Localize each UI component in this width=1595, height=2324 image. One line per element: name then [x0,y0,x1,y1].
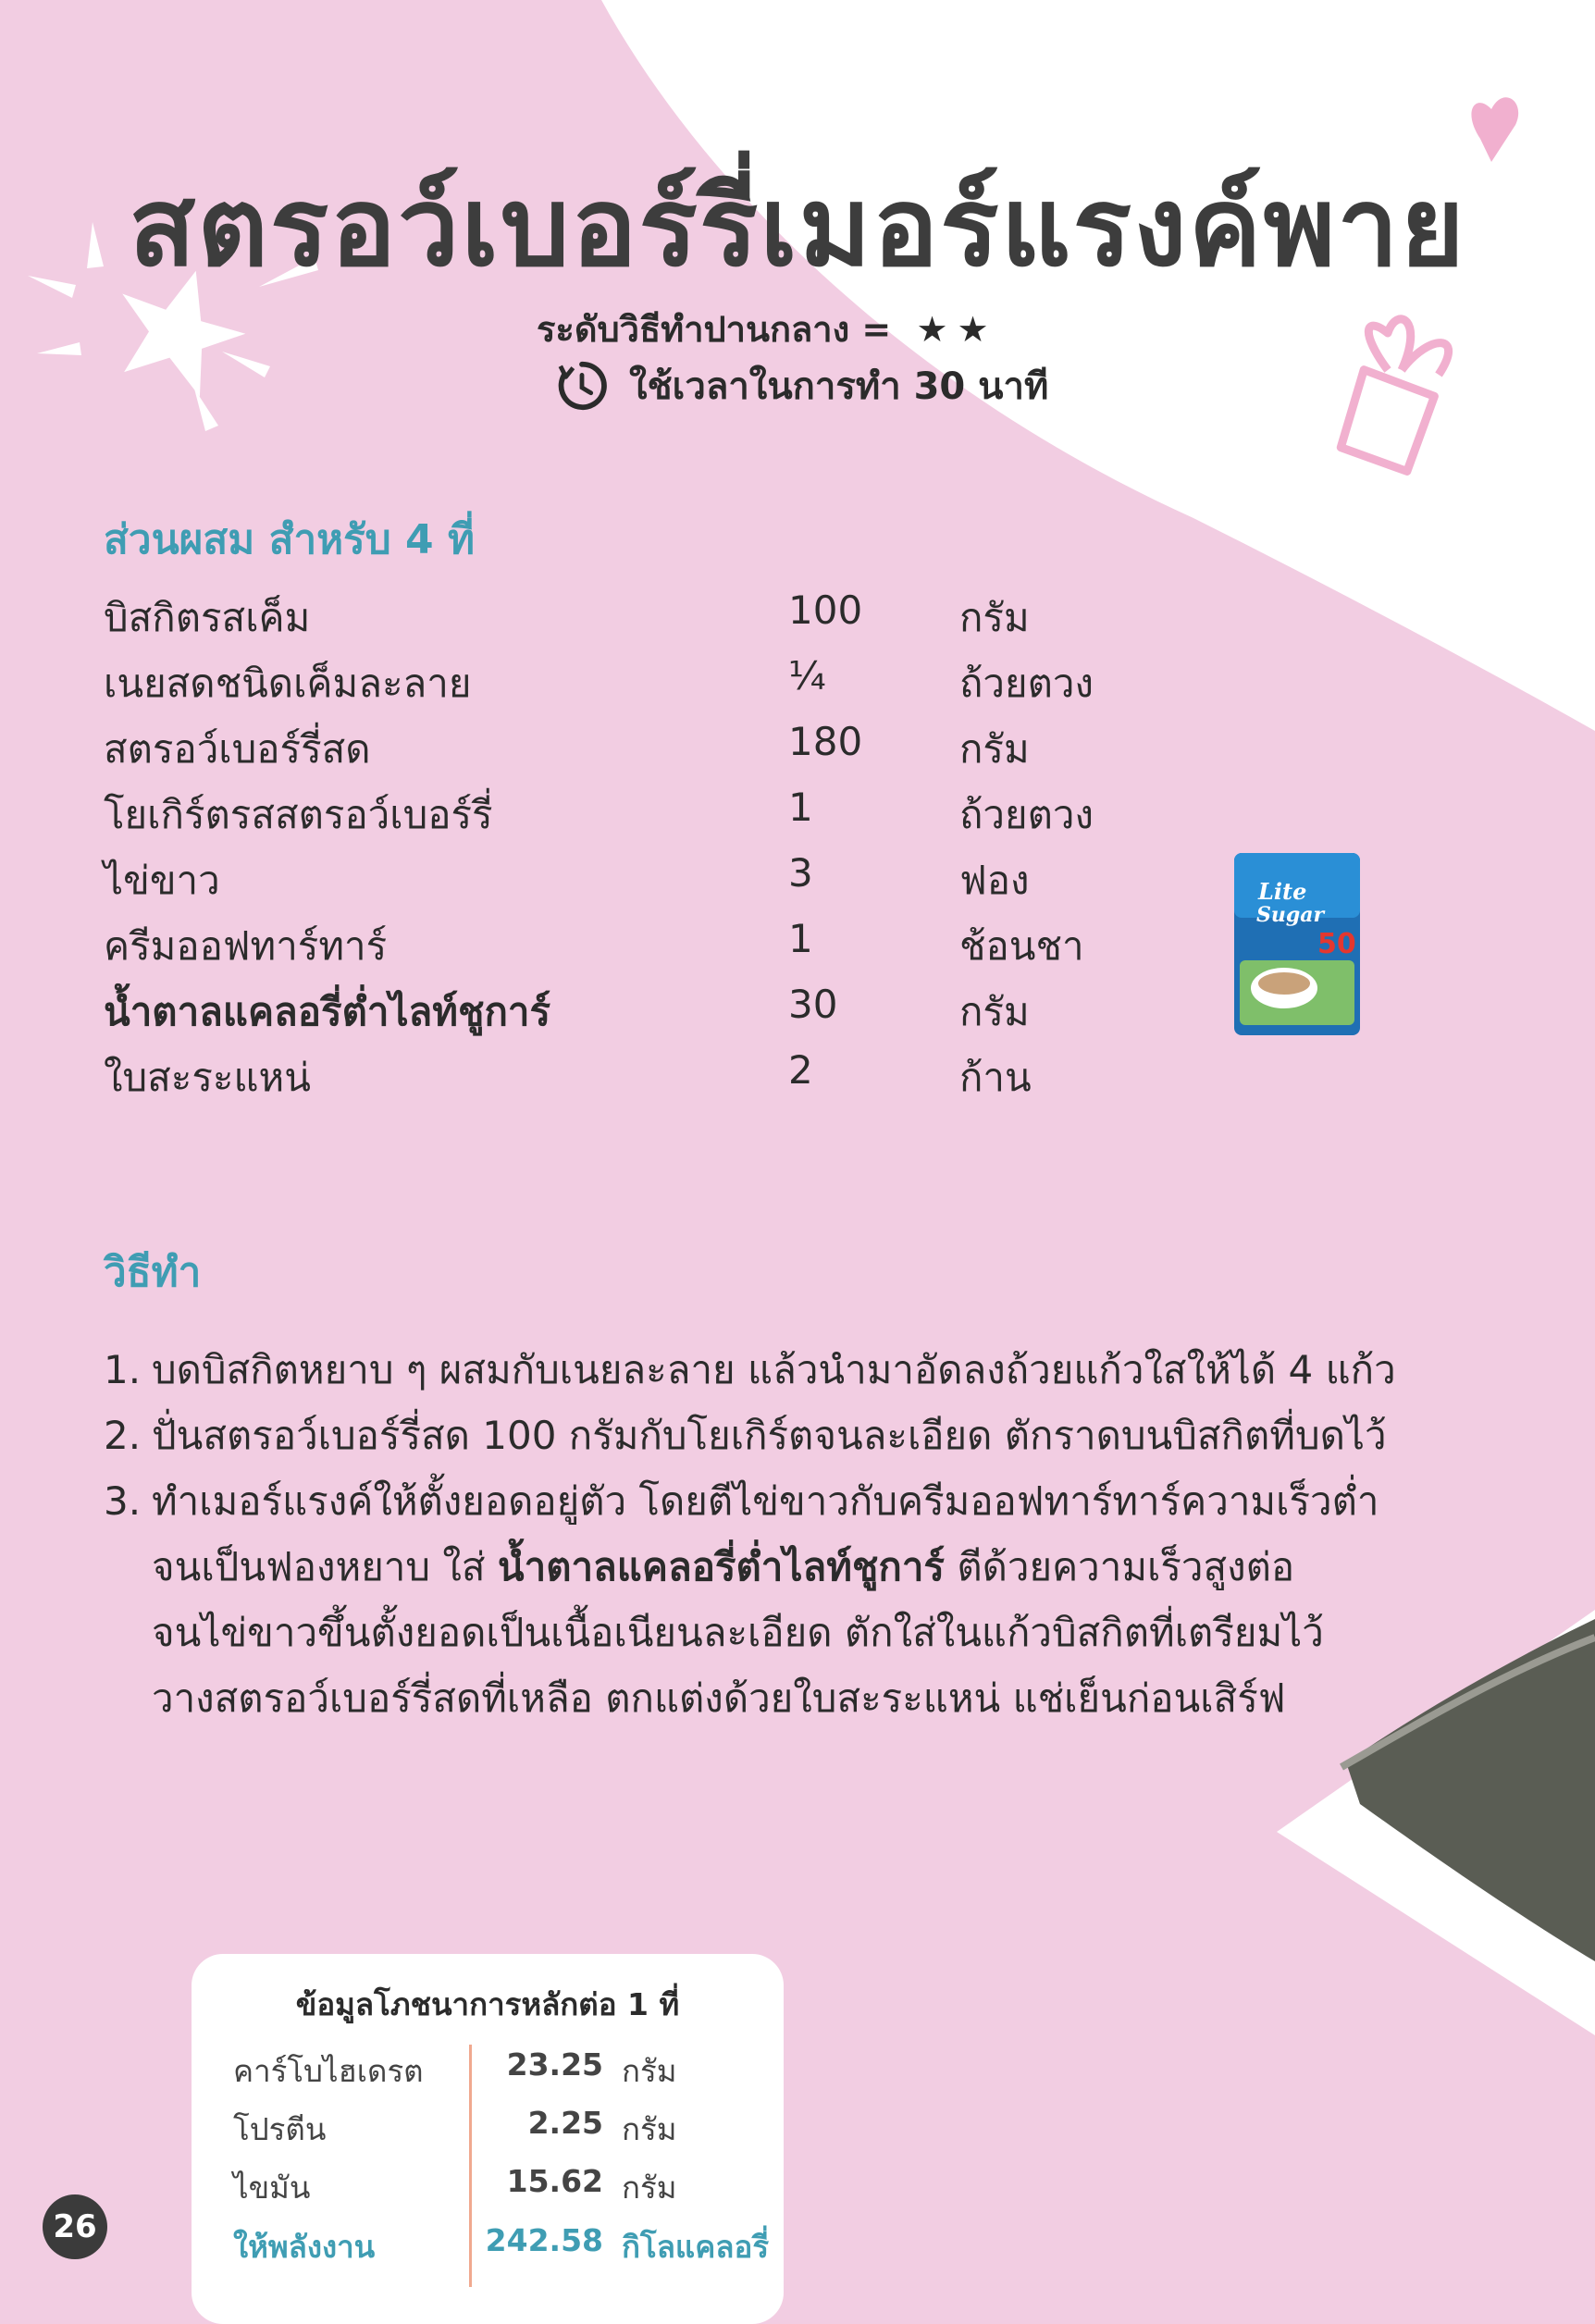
ingredients-heading: ส่วนผสม สำหรับ 4 ที่ [104,516,475,563]
nutrition-value: 2.25 [527,2105,603,2141]
ingredient-name: ครีมออฟทาร์ทาร์ [104,923,388,969]
nutrition-unit: กิโลแคลอรี่ [622,2229,770,2265]
step-text-bold: น้ำตาลแคลอรี่ต่ำไลท์ชูการ์ [497,1544,945,1589]
ingredient-qty: 3 [788,850,813,896]
ingredient-name: โยเกิร์ตรสสตรอว์เบอร์รี่ [104,792,493,837]
nutrition-unit: กรัม [622,2111,677,2147]
ingredient-unit: ก้าน [959,1055,1032,1100]
ingredient-qty: 2 [788,1047,813,1093]
nutrition-row [233,2163,770,2209]
step-text-line: จนไข่ขาวขึ้นตั้งยอดเป็นเนื้อเนียนละเอียด ตักใส่ในแก้วบิสกิตที่เตรียมไว้ [152,1610,1324,1655]
nutrition-row [233,2046,770,2093]
nutrition-row-energy [233,2222,770,2268]
ingredient-unit: ฟอง [959,858,1030,903]
ingredient-qty: 1 [788,916,813,961]
nutrition-title: ข้อมูลโภชนาการหลักต่อ 1 ที่ [295,1986,680,2022]
difficulty-label: ระดับวิธีทำปานกลาง = [537,309,892,350]
nutrition-label: ไขมัน [233,2169,311,2206]
method-step [104,1337,1396,1403]
nutrition-value: 242.58 [485,2222,603,2258]
step-text: ปั่นสตรอว์เบอร์รี่สด 100 กรัมกับโยเกิร์ตจนละเอียด ตักราดบนบิสกิตที่บดไว้ [152,1413,1387,1458]
ingredient-unit: กรัม [959,595,1030,640]
method-step [104,1468,1396,1731]
step-text-segment: จนเป็นฟองหยาบ ใส่ [152,1544,498,1589]
method-step [104,1403,1396,1468]
ingredient-unit: ช้อนชา [959,923,1084,969]
ingredient-name: น้ำตาลแคลอรี่ต่ำไลท์ชูการ์ [104,989,551,1034]
nutrition-value: 23.25 [506,2046,603,2083]
ingredient-unit: ถ้วยตวง [959,792,1094,837]
product-brand-line2: Sugar [1256,903,1325,927]
nutrition-card [192,1954,784,2324]
difficulty-stars: ★★ [916,309,998,350]
nutrition-value: 15.62 [506,2163,603,2199]
lite-sugar-product-image [1229,849,1366,1039]
nutrition-label: คาร์โบไฮเดรต [233,2053,424,2089]
ingredient-qty: ¼ [788,653,826,698]
step-text-segment: ตีด้วยความเร็วสูงต่อ [944,1544,1295,1589]
clock-icon [555,359,609,413]
step-text-line: ทำเมอร์แรงค์ให้ตั้งยอดอยู่ตัว โดยตีไข่ขาวกับครีมออฟทาร์ทาร์ความเร็วต่ำ [152,1478,1379,1524]
step-text: บดบิสกิตหยาบ ๆ ผสมกับเนยละลาย แล้วนำมาอัดลงถ้วยแก้วใสให้ได้ 4 แก้ว [152,1347,1396,1392]
product-badge: 50 [1317,928,1356,960]
nutrition-row [233,2105,770,2151]
step-number: 3. [104,1478,142,1524]
difficulty-rating [537,301,998,357]
ingredient-qty: 30 [788,982,838,1027]
prep-time [555,356,1048,415]
step-text-line [152,1534,1396,1600]
nutrition-unit: กรัม [622,2169,677,2206]
nutrition-label: โปรตีน [233,2111,327,2147]
ingredient-name: บิสกิตรสเค็ม [104,595,311,640]
ingredient-unit: ถ้วยตวง [959,661,1094,706]
nutrition-unit: กรัม [622,2053,677,2089]
ingredient-name: เนยสดชนิดเค็มละลาย [104,661,472,706]
step-number: 2. [104,1413,142,1458]
recipe-title: สตรอว์เบอร์รี่เมอร์แรงค์พาย [129,163,1466,290]
page-number: 26 [43,2194,107,2259]
ingredient-name: สตรอว์เบอร์รี่สด [104,726,371,772]
ingredient-name: ใบสะระแหน่ [104,1055,311,1100]
ingredient-unit: กรัม [959,989,1030,1034]
step-number: 1. [104,1347,142,1392]
ingredient-unit: กรัม [959,726,1030,772]
ingredient-name: ไข่ขาว [104,858,220,903]
prep-time-label: ใช้เวลาในการทำ 30 นาที [629,365,1049,408]
ingredient-qty: 1 [788,785,813,830]
ingredient-qty: 180 [788,719,863,764]
method-heading: วิธีทำ [104,1249,202,1296]
ingredient-qty: 100 [788,587,863,633]
product-brand-line1: Lite [1258,878,1307,905]
step-text-line: วางสตรอว์เบอร์รี่สดที่เหลือ ตกแต่งด้วยใบสะระแหน่ แช่เย็นก่อนเสิร์ฟ [152,1675,1286,1721]
method-steps [104,1337,1396,1731]
nutrition-label: ให้พลังงาน [233,2229,376,2265]
